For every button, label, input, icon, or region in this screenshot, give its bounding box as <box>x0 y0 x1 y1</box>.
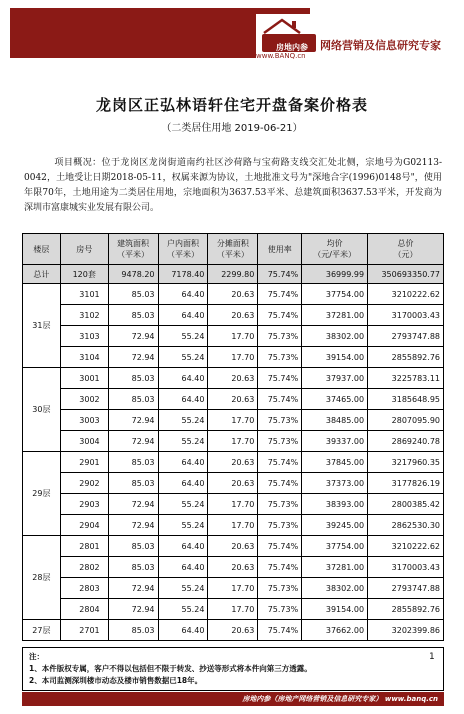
table-cell: 37281.00 <box>302 557 368 578</box>
table-cell: 20.63 <box>208 305 258 326</box>
table-header-row <box>23 234 444 265</box>
overview-text: 项目概况：位于龙岗区龙岗街道南约社区沙荷路与宝荷路支线交汇处北侧，宗地号为G02113-0042，土地受让日期2018-05-11，权属来源为协议，土地批准文号为"深地合字(1996)0148号"，使用年限70年，土地用途为二类居住用地，宗地面积为3637.53平米、总建筑面积3637.53平米，开发商为深圳市富康城实业发展有限公司。 <box>24 158 442 213</box>
table-cell: 64.40 <box>158 368 208 389</box>
room-number-cell: 2801 <box>60 536 108 557</box>
table-cell: 3185648.95 <box>368 389 444 410</box>
table-cell: 75.73% <box>258 599 302 620</box>
table-cell: 85.03 <box>108 557 158 578</box>
house-roof-icon <box>262 18 302 34</box>
table-cell: 3225783.11 <box>368 368 444 389</box>
table-cell: 17.70 <box>208 599 258 620</box>
table-row <box>23 326 444 347</box>
table-cell: 75.73% <box>258 431 302 452</box>
table-cell: 85.03 <box>108 620 158 641</box>
room-number-cell: 3002 <box>60 389 108 410</box>
table-cell: 64.40 <box>158 536 208 557</box>
table-cell: 2869240.78 <box>368 431 444 452</box>
table-cell: 85.03 <box>108 284 158 305</box>
table-row <box>23 620 444 641</box>
table-cell: 75.74% <box>258 284 302 305</box>
table-row <box>23 494 444 515</box>
table-cell: 75.74% <box>258 473 302 494</box>
table-row <box>23 536 444 557</box>
room-number-cell: 2902 <box>60 473 108 494</box>
table-cell: 37465.00 <box>302 389 368 410</box>
table-cell: 39154.00 <box>302 599 368 620</box>
table-cell: 72.94 <box>108 410 158 431</box>
table-cell: 17.70 <box>208 326 258 347</box>
table-cell: 72.94 <box>108 347 158 368</box>
table-row <box>23 557 444 578</box>
document-subtitle: （二类居住用地 2019-06-21） <box>161 123 303 134</box>
floor-cell: 30层 <box>23 368 61 452</box>
room-number-cell: 3004 <box>60 431 108 452</box>
table-cell: 85.03 <box>108 305 158 326</box>
price-table <box>22 233 444 641</box>
table-cell: 20.63 <box>208 473 258 494</box>
table-cell: 75.73% <box>258 515 302 536</box>
project-overview <box>24 156 442 216</box>
table-row <box>23 368 444 389</box>
table-cell: 85.03 <box>108 389 158 410</box>
table-cell: 20.63 <box>208 284 258 305</box>
table-cell: 20.63 <box>208 368 258 389</box>
notes-line-2: 2、本司监测深圳楼市动态及楼市销售数据已18年。 <box>29 676 203 685</box>
table-cell: 3217960.35 <box>368 452 444 473</box>
column-header: 分摊面积 （平米） <box>208 234 258 265</box>
header-tagline: 网络营销及信息研究专家 <box>320 39 441 52</box>
table-row <box>23 473 444 494</box>
table-cell: 3210222.62 <box>368 536 444 557</box>
table-cell: 20.63 <box>208 389 258 410</box>
table-cell: 55.24 <box>158 410 208 431</box>
table-cell: 17.70 <box>208 515 258 536</box>
table-row <box>23 599 444 620</box>
table-cell: 38302.00 <box>302 326 368 347</box>
table-cell: 85.03 <box>108 536 158 557</box>
document-title: 龙岗区正弘林语轩住宅开盘备案价格表 <box>95 96 368 114</box>
table-cell: 75.73% <box>258 578 302 599</box>
table-row <box>23 578 444 599</box>
table-cell: 20.63 <box>208 557 258 578</box>
table-cell: 55.24 <box>158 431 208 452</box>
table-row <box>23 284 444 305</box>
table-cell: 75.73% <box>258 347 302 368</box>
table-cell: 2800385.42 <box>368 494 444 515</box>
room-number-cell: 2904 <box>60 515 108 536</box>
table-cell: 72.94 <box>108 578 158 599</box>
column-header: 均价 （元/平米） <box>302 234 368 265</box>
total-row <box>23 265 444 284</box>
table-cell: 75.74% <box>258 389 302 410</box>
table-cell: 38302.00 <box>302 578 368 599</box>
table-cell: 64.40 <box>158 305 208 326</box>
room-number-cell: 3003 <box>60 410 108 431</box>
notes-line-1: 1、本件版权专属，客户不得以包括但不限于转发、抄送等形式将本件向第三方透露。 <box>29 664 312 673</box>
table-cell: 64.40 <box>158 284 208 305</box>
room-number-cell: 2802 <box>60 557 108 578</box>
column-header: 楼层 <box>23 234 61 265</box>
table-cell: 2855892.76 <box>368 347 444 368</box>
table-cell: 55.24 <box>158 599 208 620</box>
floor-cell: 29层 <box>23 452 61 536</box>
table-cell: 64.40 <box>158 389 208 410</box>
table-cell: 20.63 <box>208 620 258 641</box>
table-cell: 64.40 <box>158 452 208 473</box>
table-cell: 75.74% <box>258 305 302 326</box>
table-cell: 75.74% <box>258 620 302 641</box>
table-row <box>23 410 444 431</box>
room-number-cell: 2901 <box>60 452 108 473</box>
table-row <box>23 389 444 410</box>
table-cell: 55.24 <box>158 515 208 536</box>
table-cell: 85.03 <box>108 473 158 494</box>
room-number-cell: 2804 <box>60 599 108 620</box>
footer-bar: 房地内参（房地产网络营销及信息研究专家） www.banq.cn <box>22 692 444 706</box>
table-cell: 39154.00 <box>302 347 368 368</box>
table-cell: 2793747.88 <box>368 326 444 347</box>
table-cell: 55.24 <box>158 347 208 368</box>
table-cell: 20.63 <box>208 536 258 557</box>
column-header: 使用率 <box>258 234 302 265</box>
table-cell: 2793747.88 <box>368 578 444 599</box>
room-number-cell: 2803 <box>60 578 108 599</box>
table-cell: 37754.00 <box>302 536 368 557</box>
table-cell: 37662.00 <box>302 620 368 641</box>
brand-header <box>10 8 458 58</box>
table-cell: 37845.00 <box>302 452 368 473</box>
table-cell: 37281.00 <box>302 305 368 326</box>
table-cell: 72.94 <box>108 515 158 536</box>
table-cell: 38485.00 <box>302 410 368 431</box>
table-cell: 85.03 <box>108 368 158 389</box>
room-number-cell: 3102 <box>60 305 108 326</box>
table-cell: 37754.00 <box>302 284 368 305</box>
table-cell: 72.94 <box>108 326 158 347</box>
table-row <box>23 515 444 536</box>
room-number-cell: 3104 <box>60 347 108 368</box>
table-row <box>23 431 444 452</box>
logo-url: www.BANQ.cn <box>256 52 306 60</box>
table-cell: 3170003.43 <box>368 557 444 578</box>
table-cell: 39245.00 <box>302 515 368 536</box>
table-cell: 75.74% <box>258 452 302 473</box>
table-cell: 72.94 <box>108 431 158 452</box>
table-cell: 72.94 <box>108 599 158 620</box>
table-cell: 20.63 <box>208 452 258 473</box>
table-cell: 75.73% <box>258 410 302 431</box>
total-cell: 350693350.77 <box>368 265 444 284</box>
table-cell: 2807095.90 <box>368 410 444 431</box>
floor-cell: 31层 <box>23 284 61 368</box>
table-row <box>23 452 444 473</box>
table-cell: 17.70 <box>208 410 258 431</box>
column-header: 房号 <box>60 234 108 265</box>
room-number-cell: 2903 <box>60 494 108 515</box>
page-number: 1 <box>429 652 435 662</box>
table-cell: 55.24 <box>158 578 208 599</box>
logo-text: 房地内参 <box>276 43 308 52</box>
total-cell: 75.74% <box>258 265 302 284</box>
table-cell: 75.73% <box>258 494 302 515</box>
column-header: 总价 （元） <box>368 234 444 265</box>
table-cell: 17.70 <box>208 431 258 452</box>
table-cell: 2862530.30 <box>368 515 444 536</box>
table-cell: 3202399.86 <box>368 620 444 641</box>
room-number-cell: 3101 <box>60 284 108 305</box>
table-cell: 64.40 <box>158 473 208 494</box>
table-cell: 17.70 <box>208 578 258 599</box>
column-header: 建筑面积 （平米） <box>108 234 158 265</box>
notes-heading: 注： <box>29 652 44 661</box>
table-cell: 55.24 <box>158 494 208 515</box>
table-cell: 3210222.62 <box>368 284 444 305</box>
table-cell: 2855892.76 <box>368 599 444 620</box>
table-cell: 72.94 <box>108 494 158 515</box>
table-cell: 3177826.19 <box>368 473 444 494</box>
table-row <box>23 347 444 368</box>
room-number-cell: 3103 <box>60 326 108 347</box>
table-cell: 3170003.43 <box>368 305 444 326</box>
room-number-cell: 2701 <box>60 620 108 641</box>
table-cell: 75.74% <box>258 557 302 578</box>
table-cell: 17.70 <box>208 494 258 515</box>
total-cell: 9478.20 <box>108 265 158 284</box>
notes-box <box>22 647 444 691</box>
total-cell: 36999.99 <box>302 265 368 284</box>
table-cell: 37373.00 <box>302 473 368 494</box>
table-cell: 85.03 <box>108 452 158 473</box>
total-cell: 120套 <box>60 265 108 284</box>
table-cell: 39337.00 <box>302 431 368 452</box>
table-cell: 75.74% <box>258 536 302 557</box>
table-cell: 75.74% <box>258 368 302 389</box>
table-cell: 37937.00 <box>302 368 368 389</box>
floor-cell: 27层 <box>23 620 61 641</box>
table-cell: 75.73% <box>258 326 302 347</box>
table-cell: 38393.00 <box>302 494 368 515</box>
table-row <box>23 305 444 326</box>
total-cell: 2299.80 <box>208 265 258 284</box>
total-cell: 总计 <box>23 265 61 284</box>
table-cell: 64.40 <box>158 557 208 578</box>
room-number-cell: 3001 <box>60 368 108 389</box>
total-cell: 7178.40 <box>158 265 208 284</box>
table-cell: 17.70 <box>208 347 258 368</box>
column-header: 户内面积 （平米） <box>158 234 208 265</box>
table-cell: 55.24 <box>158 326 208 347</box>
table-cell: 64.40 <box>158 620 208 641</box>
floor-cell: 28层 <box>23 536 61 620</box>
